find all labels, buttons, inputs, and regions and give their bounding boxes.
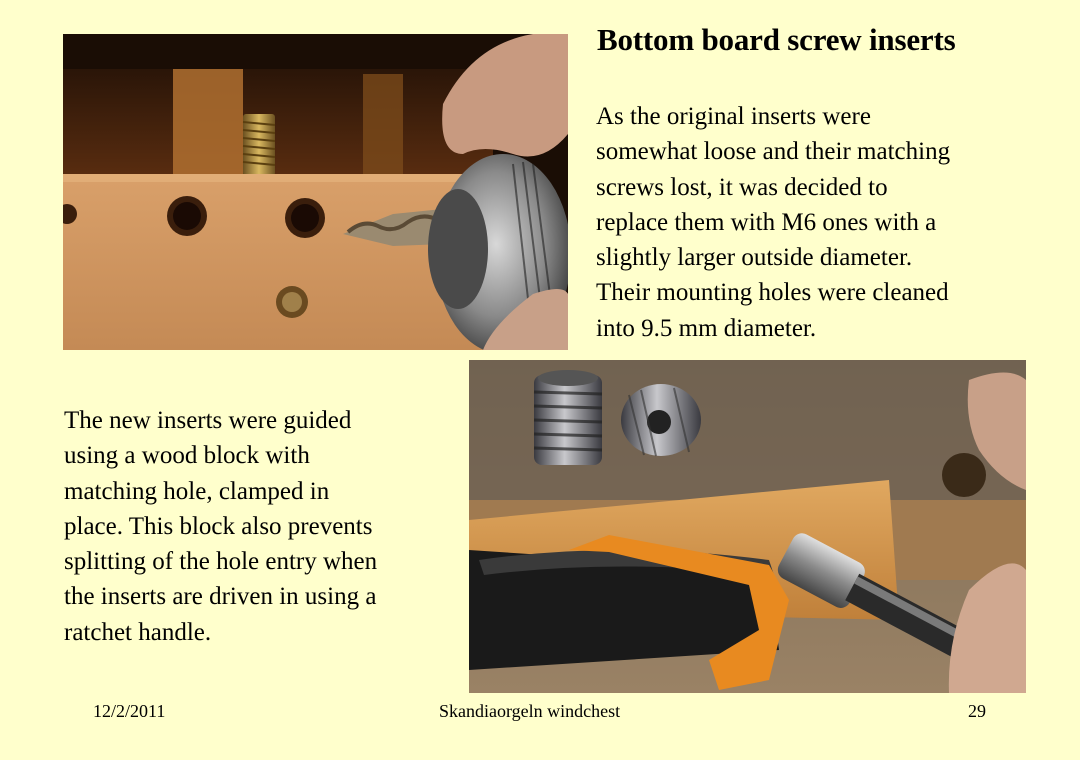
photo-drilling-board [63,34,568,350]
paragraph-bottom: The new inserts were guided using a wood block with matching hole, clamped in place. This block also prevents splitting of the hole entry when the inserts are driven in using a ratchet handle. [64,407,378,646]
footer-date: 12/2/2011 [93,701,166,721]
footer-page-number: 29 [968,701,986,721]
slide-title: Bottom board screw inserts [597,22,956,57]
photo-inserts-clamp [469,360,1026,693]
footer-title: Skandiaorgeln windchest [439,701,621,721]
paragraph-top: As the original inserts were somewhat loose and their matching screws lost, it was decided to replace them with M6 ones with a slightly larger outside diameter. Their mounting holes were cleaned into 9.5 mm diameter. [596,103,951,342]
